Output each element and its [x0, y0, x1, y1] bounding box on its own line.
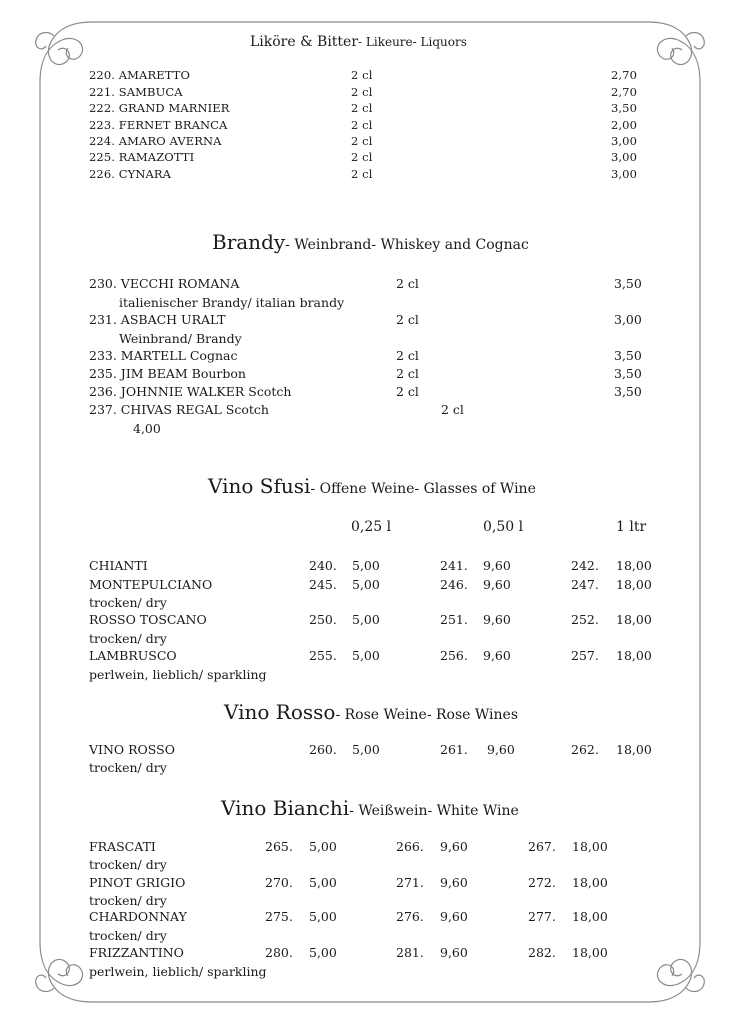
item-name: PINOT GRIGIO — [89, 875, 186, 890]
brandy-heading-sub1: - Weinbrand — [285, 237, 372, 253]
column-header: 0,50 l — [483, 519, 524, 535]
item-note: perlwein, lieblich/ sparkling — [89, 964, 267, 979]
item-price: 3,00 — [611, 150, 638, 164]
item-number: 262. — [571, 742, 599, 757]
item-price: 5,00 — [309, 875, 337, 890]
item-number: 277. — [528, 909, 556, 924]
item-price: 18,00 — [616, 612, 652, 627]
item-price: 3,50 — [614, 384, 642, 399]
item-name: 230. VECCHI ROMANA — [89, 276, 240, 291]
item-price: 9,60 — [483, 648, 511, 663]
item-price: 18,00 — [616, 648, 652, 663]
item-number: 267. — [528, 839, 556, 854]
column-header: 0,25 l — [351, 519, 392, 535]
brandy-heading-sub2: - Whiskey and Cognac — [371, 237, 529, 253]
item-number: 270. — [265, 875, 293, 890]
item-price: 9,60 — [487, 742, 515, 757]
item-number: 242. — [571, 558, 599, 573]
item-price: 9,60 — [483, 577, 511, 592]
item-note: Weinbrand/ Brandy — [119, 331, 242, 346]
item-number: 256. — [440, 648, 468, 663]
item-price: 5,00 — [309, 945, 337, 960]
item-name: 221. SAMBUCA — [89, 85, 183, 99]
item-name: MONTEPULCIANO — [89, 577, 213, 592]
vino-bianchi-heading-main: Vino Bianchi — [221, 796, 350, 820]
item-name: 236. JOHNNIE WALKER Scotch — [89, 384, 292, 399]
item-qty: 2 cl — [396, 366, 419, 381]
item-qty: 2 cl — [351, 85, 373, 99]
item-price: 18,00 — [616, 558, 652, 573]
item-price: 5,00 — [352, 612, 380, 627]
item-price: 2,70 — [611, 68, 638, 82]
item-price: 3,50 — [611, 101, 638, 115]
item-name: CHARDONNAY — [89, 909, 187, 924]
vino-rosso-heading-sub2: - Rose Wines — [426, 707, 519, 723]
liquors-heading-main: Liköre & Bitter — [250, 34, 359, 50]
item-price: 9,60 — [483, 558, 511, 573]
item-note: trocken/ dry — [89, 857, 167, 872]
item-price: 9,60 — [483, 612, 511, 627]
item-price: 18,00 — [572, 839, 608, 854]
item-price: 18,00 — [572, 875, 608, 890]
item-name: 235. JIM BEAM Bourbon — [89, 366, 246, 381]
item-number: 266. — [396, 839, 424, 854]
item-note: perlwein, lieblich/ sparkling — [89, 667, 267, 682]
item-name: CHIANTI — [89, 558, 148, 573]
vino-rosso-heading — [224, 700, 518, 724]
item-number: 265. — [265, 839, 293, 854]
item-number: 241. — [440, 558, 468, 573]
item-number: 245. — [309, 577, 337, 592]
vino-sfusi-heading — [208, 474, 536, 498]
vino-bianchi-heading — [221, 796, 519, 820]
item-price: 9,60 — [440, 945, 468, 960]
item-name: VINO ROSSO — [89, 742, 175, 757]
item-price: 3,00 — [611, 134, 638, 148]
item-name: 222. GRAND MARNIER — [89, 101, 230, 115]
item-number: 251. — [440, 612, 468, 627]
item-qty: 2 cl — [351, 118, 373, 132]
liquors-heading-sub1: - Likeure — [358, 35, 413, 49]
item-price: 5,00 — [309, 909, 337, 924]
item-qty: 2 cl — [351, 68, 373, 82]
item-price: 5,00 — [352, 577, 380, 592]
item-price: 18,00 — [572, 945, 608, 960]
item-name: 233. MARTELL Cognac — [89, 348, 238, 363]
item-qty: 2 cl — [396, 276, 419, 291]
item-price: 18,00 — [616, 577, 652, 592]
item-number: 272. — [528, 875, 556, 890]
column-header: 1 ltr — [616, 519, 647, 535]
item-price: 3,50 — [614, 276, 642, 291]
item-qty: 2 cl — [396, 312, 419, 327]
item-qty: 2 cl — [351, 150, 373, 164]
vino-bianchi-heading-sub2: - White Wine — [427, 803, 519, 819]
vino-sfusi-heading-main: Vino Sfusi — [208, 474, 311, 498]
item-qty: 2 cl — [351, 101, 373, 115]
item-note: trocken/ dry — [89, 893, 167, 908]
vino-sfusi-heading-sub1: - Offene Weine — [310, 481, 415, 497]
item-qty: 2 cl — [351, 134, 373, 148]
item-number: 261. — [440, 742, 468, 757]
item-note: italienischer Brandy/ italian brandy — [119, 295, 345, 310]
item-number: 240. — [309, 558, 337, 573]
item-number: 260. — [309, 742, 337, 757]
item-note: trocken/ dry — [89, 631, 167, 646]
vino-bianchi-heading-sub1: - Weißwein — [349, 803, 428, 819]
brandy-heading — [212, 230, 529, 254]
item-price: 9,60 — [440, 839, 468, 854]
liquors-heading — [250, 31, 467, 50]
vino-sfusi-heading-sub2: - Glasses of Wine — [414, 481, 536, 497]
item-number: 247. — [571, 577, 599, 592]
item-price: 3,50 — [614, 366, 642, 381]
item-qty: 2 cl — [396, 348, 419, 363]
item-name: 223. FERNET BRANCA — [89, 118, 228, 132]
item-note: trocken/ dry — [89, 928, 167, 943]
item-qty: 2 cl — [441, 402, 464, 417]
item-number: 255. — [309, 648, 337, 663]
item-number: 276. — [396, 909, 424, 924]
item-price: 3,00 — [611, 167, 638, 181]
item-price: 5,00 — [352, 648, 380, 663]
item-number: 280. — [265, 945, 293, 960]
item-number: 282. — [528, 945, 556, 960]
item-price: 5,00 — [309, 839, 337, 854]
item-name: FRASCATI — [89, 839, 156, 854]
item-number: 257. — [571, 648, 599, 663]
item-price: 4,00 — [133, 421, 161, 436]
item-number: 250. — [309, 612, 337, 627]
item-price: 2,00 — [611, 118, 638, 132]
item-name: LAMBRUSCO — [89, 648, 177, 663]
item-number: 271. — [396, 875, 424, 890]
item-price: 18,00 — [572, 909, 608, 924]
liquors-heading-sub2: - Liquors — [412, 35, 467, 49]
item-price: 3,00 — [614, 312, 642, 327]
item-number: 252. — [571, 612, 599, 627]
item-name: 231. ASBACH URALT — [89, 312, 226, 327]
vino-rosso-heading-sub1: - Rose Weine — [335, 707, 427, 723]
item-number: 281. — [396, 945, 424, 960]
brandy-heading-main: Brandy — [212, 230, 286, 254]
item-number: 275. — [265, 909, 293, 924]
item-price: 9,60 — [440, 909, 468, 924]
item-qty: 2 cl — [351, 167, 373, 181]
item-name: ROSSO TOSCANO — [89, 612, 207, 627]
item-number: 246. — [440, 577, 468, 592]
item-note: trocken/ dry — [89, 595, 167, 610]
item-name: 237. CHIVAS REGAL Scotch — [89, 402, 269, 417]
item-qty: 2 cl — [396, 384, 419, 399]
item-name: FRIZZANTINO — [89, 945, 184, 960]
item-price: 5,00 — [352, 558, 380, 573]
item-name: 226. CYNARA — [89, 167, 172, 181]
item-price: 2,70 — [611, 85, 638, 99]
item-price: 9,60 — [440, 875, 468, 890]
item-price: 18,00 — [616, 742, 652, 757]
vino-rosso-heading-main: Vino Rosso — [224, 700, 336, 724]
item-price: 5,00 — [352, 742, 380, 757]
item-name: 224. AMARO AVERNA — [89, 134, 222, 148]
item-note: trocken/ dry — [89, 760, 167, 775]
item-name: 225. RAMAZOTTI — [89, 150, 195, 164]
item-name: 220. AMARETTO — [89, 68, 190, 82]
item-price: 3,50 — [614, 348, 642, 363]
